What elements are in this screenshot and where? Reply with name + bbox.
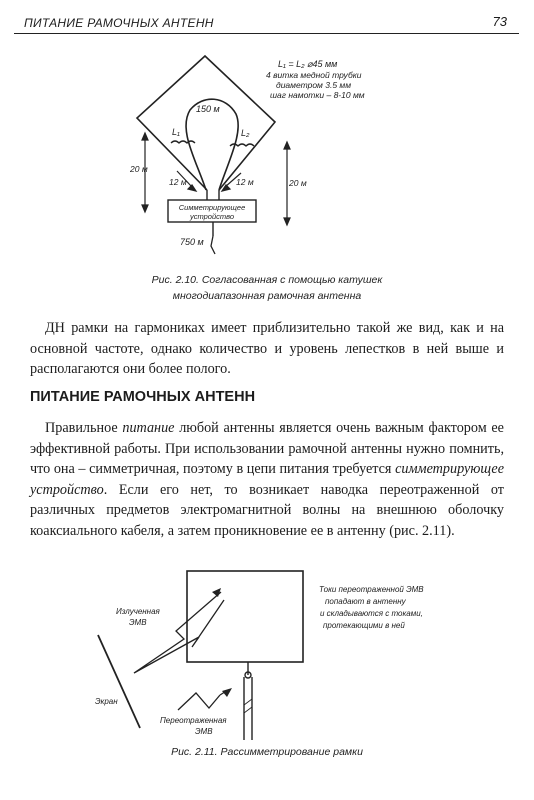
label-150: 150 м bbox=[196, 104, 220, 114]
paragraph-feeding-text bbox=[30, 418, 504, 541]
label-20-left: 20 м bbox=[130, 164, 148, 174]
note-line-3: и складываются с токами, bbox=[320, 609, 423, 618]
caption-line-1: Рис. 2.10. Согласованная с помощью катушек bbox=[151, 274, 383, 286]
label-12-left: 12 м bbox=[169, 177, 187, 187]
label-20-right: 20 м bbox=[289, 178, 307, 188]
loop-antenna-frame bbox=[137, 56, 275, 190]
paragraph-harmonics bbox=[30, 318, 504, 380]
running-title: ПИТАНИЕ РАМОЧНЫХ АНТЕНН bbox=[24, 16, 214, 30]
reflected-wave-path bbox=[178, 693, 220, 710]
radiated-wave-path bbox=[134, 592, 224, 673]
figure-2-10-caption bbox=[0, 272, 534, 304]
spec-line-3: диаметром 3.5 мм bbox=[276, 80, 352, 90]
frame-antenna-rect bbox=[187, 571, 303, 662]
paragraph-harmonics-text: ДН рамки на гармониках имеет приблизительно такой же вид, как и на основной частоте, однако количество и уровень лепестков в ней выше и располагаются они более полого. bbox=[30, 320, 504, 377]
feeding-text-part-1: Правильное bbox=[45, 420, 123, 436]
feeding-text-part-3: . Если его нет, то возникает наводка переотраженной от различных предметов электромагнитной волны на внешнюю оболочку коаксиального кабеля, а затем проникновение ее в антенну (рис. 2.11). bbox=[30, 481, 504, 539]
device-label-2: устройство bbox=[189, 212, 235, 221]
coil-l2 bbox=[230, 144, 254, 146]
radiated-label-1: Излученная bbox=[116, 607, 160, 616]
caption-line-2: многодиапазонная рамочная антенна bbox=[172, 290, 362, 302]
note-line-4: протекающими в ней bbox=[323, 621, 405, 630]
reflected-label-2: ЭМВ bbox=[195, 727, 213, 736]
paragraph-feeding bbox=[30, 418, 504, 541]
device-label-1: Симметрирующее bbox=[178, 203, 246, 212]
feeding-emphasis-2: симметрирующее устройство bbox=[30, 461, 504, 498]
label-l2: L₂ bbox=[241, 128, 250, 138]
page-number: 73 bbox=[492, 14, 507, 29]
spec-line-2: 4 витка медной трубки bbox=[266, 70, 362, 80]
figure-2-11-diagram bbox=[0, 565, 534, 745]
feeding-text-part-2: любой антенны является очень важным фактором ее эффективной работы. При использовании рамочной антенны нужно помнить, что она – симметричная, поэтому в цепи питания требуется bbox=[30, 420, 504, 477]
figure-2-10-diagram bbox=[0, 40, 534, 310]
spec-line-4: шаг намотки – 8-10 мм bbox=[270, 90, 365, 100]
note-line-1: Токи переотраженной ЭМВ bbox=[319, 585, 424, 594]
running-header bbox=[14, 13, 519, 34]
coil-l1 bbox=[171, 141, 195, 143]
spec-line-1: L₁ = L₂ ⌀45 мм bbox=[278, 59, 338, 69]
label-750: 750 м bbox=[180, 237, 204, 247]
coax-cable bbox=[244, 662, 252, 740]
screen-label: Экран bbox=[95, 697, 118, 706]
radiated-label-2: ЭМВ bbox=[129, 618, 147, 627]
reflected-label-1: Переотраженная bbox=[160, 716, 227, 725]
label-l1: L₁ bbox=[172, 127, 180, 137]
section-title: ПИТАНИЕ РАМОЧНЫХ АНТЕНН bbox=[30, 389, 256, 405]
figure-2-11-caption: Рис. 2.11. Рассимметрирование рамки bbox=[171, 746, 363, 758]
note-line-2: попадают в антенну bbox=[325, 597, 406, 606]
screen-line bbox=[98, 635, 140, 728]
label-12-right: 12 м bbox=[236, 177, 254, 187]
feeding-emphasis-1: питание bbox=[122, 420, 175, 436]
